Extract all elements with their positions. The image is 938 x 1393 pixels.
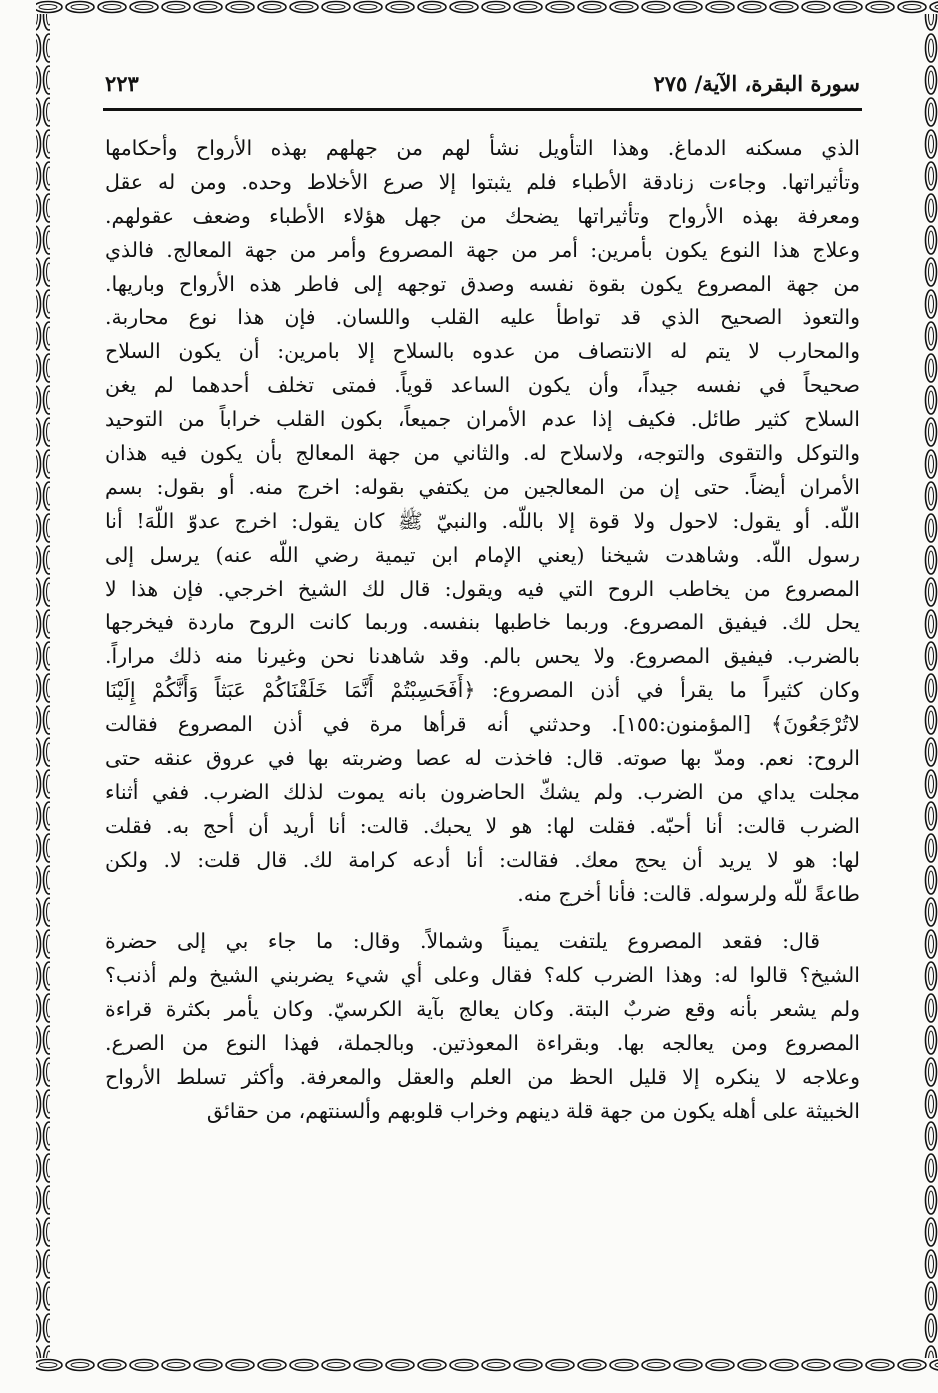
header-rule [103, 108, 862, 111]
text-line: طاعةً للّه ولرسوله. قالت: فأنا أخرج منه. [517, 881, 860, 906]
text-line: لاتُرْجَعُونَ﴾ [المؤمنون:١٥٥]. وحدثني أنه قرأها مرة في أذن المصروع فقالت [105, 712, 860, 737]
text-line: رسول اللّه. وشاهدت شيخنا (يعني الإمام ابن تيمية رضي اللّه عنه) يرسل إلى [105, 542, 860, 567]
text-line: الروح: نعم. ومدّ بها صوته. قال: فاخذت له عصا وضربته بها في عروق عنقه حتى [105, 746, 860, 771]
text-line: الأمران أيضاً. حتى إن من المعالجين من يكتفي بقوله: اخرج منه. أو بقول: بسم [105, 474, 860, 499]
text-line: والتعوذ الصحيح الذي قد تواطأ عليه القلب واللسان. فإن هذا نوع محاربة. [105, 305, 860, 330]
text-line: يحل لك. فيفيق المصروع. وربما خاطبها بنفسه. وربما كانت الروح ماردة فيخرجها [105, 610, 860, 635]
text-line: مجلت يداي من الضرب. ولم يشكّ الحاضرون بانه يموت لذلك الضرب. ففي أثناء [105, 779, 860, 804]
text-line: صحيحاً في نفسه جيداً، وأن يكون الساعد قوياً. فمتى تخلف أحدهما لم يغن [105, 373, 860, 398]
text-line: المصروع من يخاطب الروح التي فيه ويقول: قال لك الشيخ اخرجي. فإن هذا لا [105, 576, 860, 601]
text-line: ومعرفة بهذه الأرواح وتأثيراتها يضحك من جهل هؤلاء الأطباء وضعف عقولهم. [105, 203, 860, 228]
page-number: ٢٢٣ [105, 70, 139, 96]
text-line: الضرب قالت: أنا أحبّه. فقلت لها: هو لا يحبك. قالت: أنا أريد أن أحج به. فقلت [105, 813, 860, 838]
text-line: والتوكل والتقوى والتوجه، ولاسلاح له. والثاني من جهة المعالج بأن يكون فيه هذان [105, 441, 860, 466]
text-line: الذي مسكنه الدماغ. وهذا التأويل نشأ لهم من جهلهم بهذه الأرواح وأحكامها [105, 136, 860, 160]
text-line: قال: فقعد المصروع يلتفت يميناً وشمالاً. وقال: ما جاء بي إلى حضرة [105, 929, 820, 954]
text-line: وعلاج هذا النوع يكون بأمرين: أمر من جهة المصروع وأمر من جهة المعالج. فالذي [105, 237, 860, 262]
running-title: سورة البقرة، الآية/ ٢٧٥ [653, 70, 860, 96]
text-line: من جهة المصروع يكون بقوة نفسه وصدق توجهه إلى فاطر هذه الأرواح وباريها. [105, 271, 860, 296]
paragraph-gap [105, 911, 860, 925]
text-line: والمحارب لا يتم له الانتصاف من عدوه بالسلاح إلا بامرين: أن يكون السلاح [105, 339, 860, 364]
text-line: بالضرب. فيفيق المصروع. ولا يحس بالم. وقد شاهدنا نحن وغيرنا منه ذلك مراراً. [105, 644, 860, 669]
text-line: وكان كثيراً ما يقرأ في أذن المصروع: ﴿أَفَحَسِبْتُمْ أَنَّمَا خَلَقْنَاكُمْ عَبَثاً وَأَنَّكُمْ إِلَيْنَا [105, 678, 860, 703]
text-line: وتأثيراتها. وجاءت زنادقة الأطباء فلم يثبتوا إلا صرع الأخلاط وحده. ومن له عقل [105, 169, 860, 194]
body-text [105, 132, 860, 1129]
text-line: الخبيثة على أهله يكون من جهة قلة دينهم وخراب قلوبهم وألسنتهم، من حقائق [206, 1098, 860, 1123]
text-line: الشيخ؟ قالوا له: وهذا الضرب كله؟ فقال وعلى أي شيء يضربني الشيخ ولم أذنب؟ [105, 963, 860, 988]
paragraph [105, 132, 860, 911]
text-line: السلاح كثير طائل. فكيف إذا عدم الأمران جميعاً، بكون القلب خراباً من التوحيد [105, 407, 860, 432]
text-line: لها: هو لا يريد أن يحج معك. فقالت: أنا أدعه كرامة لك. قال قلت: لا. ولكن [105, 847, 860, 872]
page-header [105, 66, 860, 100]
paragraph [105, 925, 860, 1128]
text-line: المصروع ومن يعالجه بها. وبقراءة المعوذتين. وبالجملة، فهذا النوع من الصرع. [105, 1031, 860, 1056]
text-line: ولم يشعر بأنه وقع ضربٌ البتة. وكان يعالج بآية الكرسيّ. وكان يأمر بكثرة قراءة [105, 997, 860, 1022]
text-line: اللّه. أو يقول: لاحول ولا قوة إلا باللّه. والنبيّ ﷺ كان يقول: اخرج عدوّ اللّهَ! أنا [105, 508, 860, 533]
text-line: وعلاجه لا ينكره إلا قليل الحظ من العلم والعقل والمعرفة. وأكثر تسلط الأرواح [105, 1065, 860, 1090]
